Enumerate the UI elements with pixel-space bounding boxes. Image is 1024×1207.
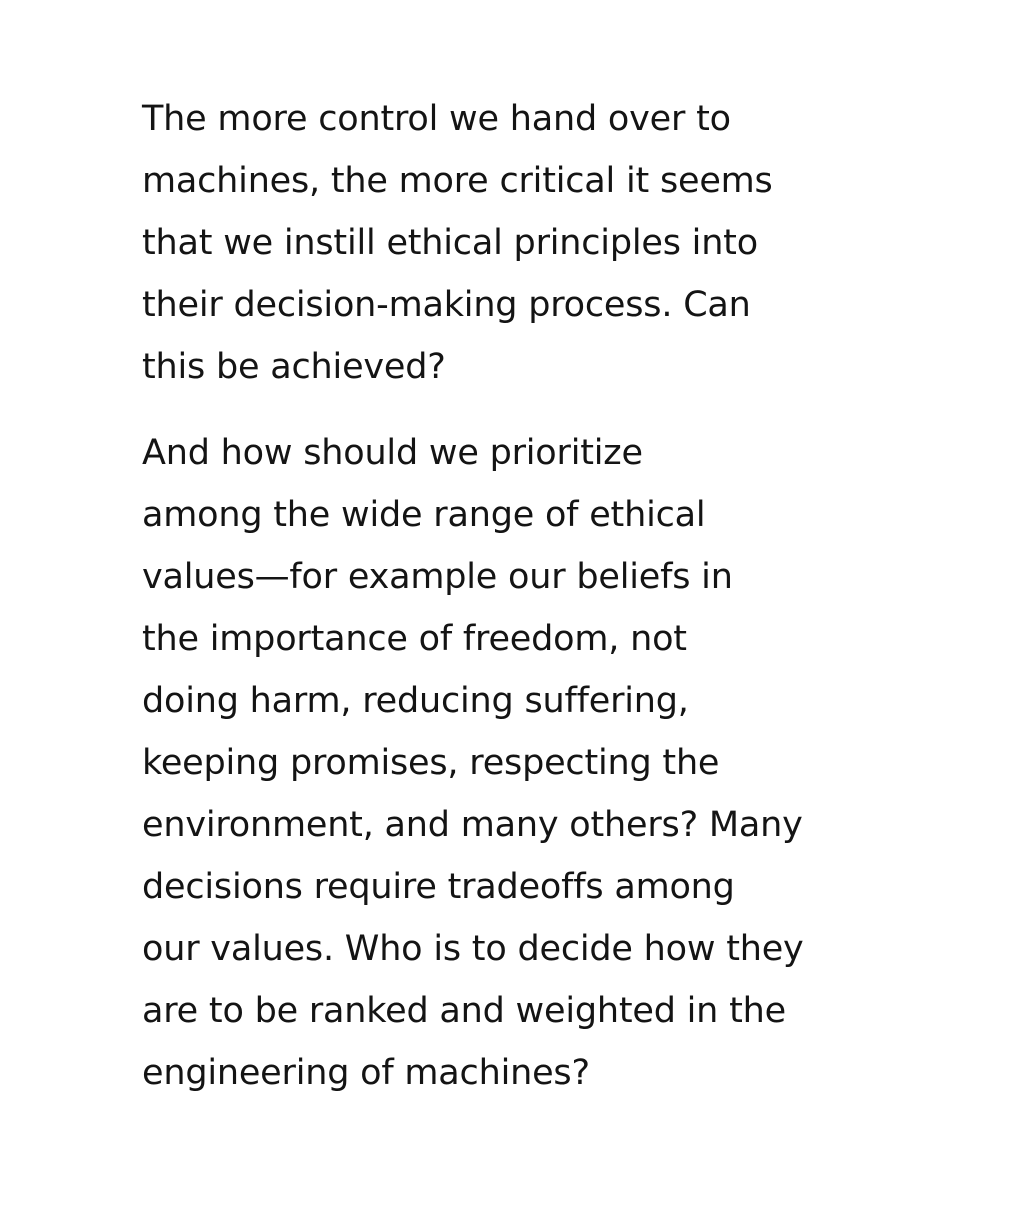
text-line: The more control we hand over to xyxy=(142,99,731,139)
paragraph-values xyxy=(142,422,902,1104)
text-line: keeping promises, respecting the xyxy=(142,743,720,783)
text-line: their decision-making process. Can xyxy=(142,285,751,325)
text-line: this be achieved? xyxy=(142,347,446,387)
text-line: And how should we prioritize xyxy=(142,433,643,473)
text-line: are to be ranked and weighted in the xyxy=(142,991,786,1031)
text-line: doing harm, reducing suffering, xyxy=(142,681,689,721)
text-line: values—for example our beliefs in xyxy=(142,557,733,597)
article-body xyxy=(142,88,902,1104)
text-line: environment, and many others? Many xyxy=(142,805,803,845)
paragraph-intro xyxy=(142,88,902,398)
text-line: our values. Who is to decide how they xyxy=(142,929,804,969)
text-line: that we instill ethical principles into xyxy=(142,223,758,263)
text-line: decisions require tradeoffs among xyxy=(142,867,735,907)
text-line: among the wide range of ethical xyxy=(142,495,706,535)
text-line: engineering of machines? xyxy=(142,1053,590,1093)
text-line: machines, the more critical it seems xyxy=(142,161,773,201)
text-line: the importance of freedom, not xyxy=(142,619,687,659)
